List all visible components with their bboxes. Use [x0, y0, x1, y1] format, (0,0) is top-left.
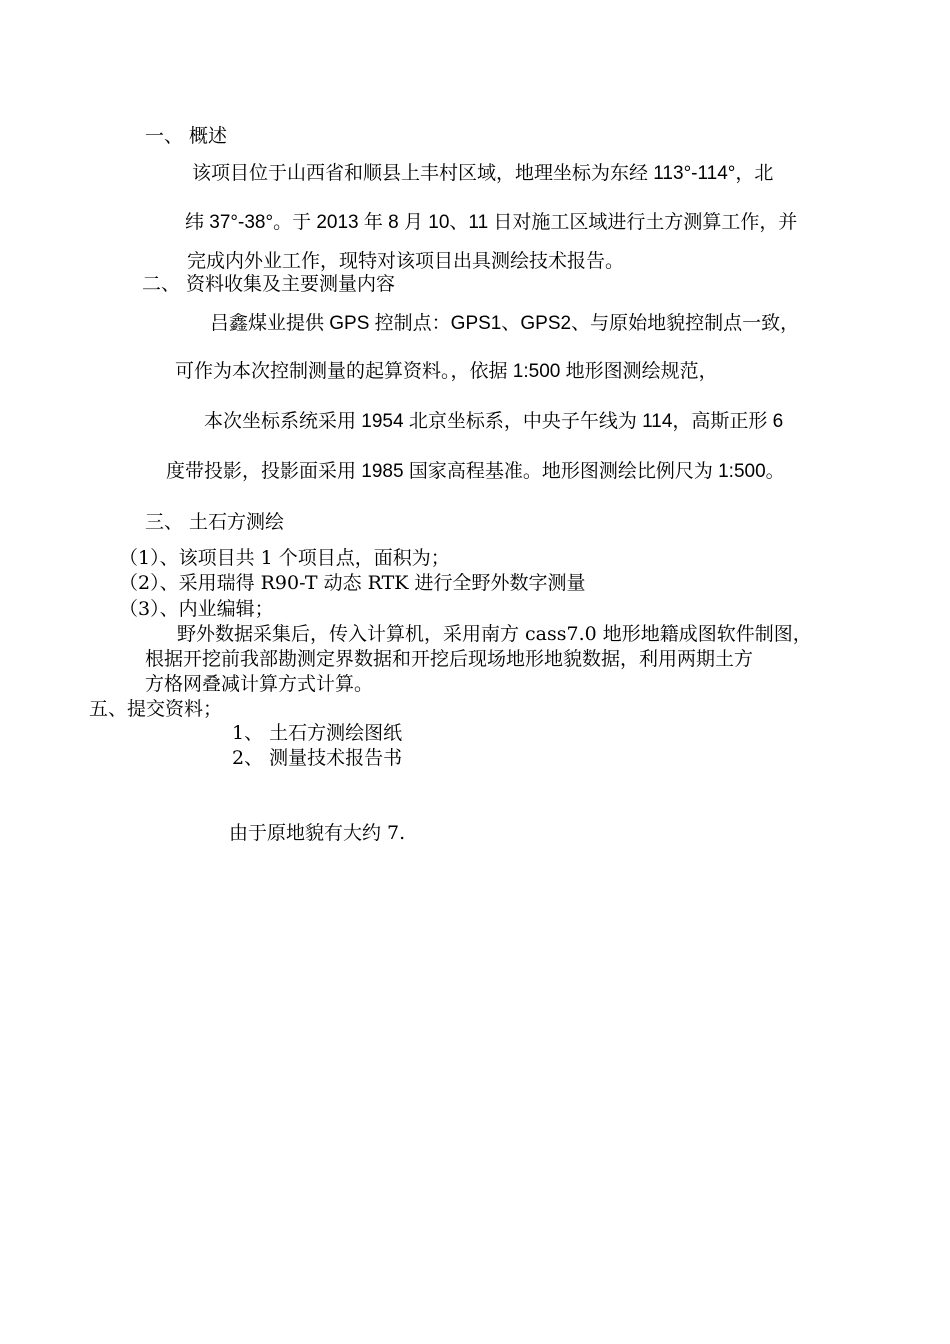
section-5-list-item: 2、 测量技术报告书 — [232, 747, 403, 769]
section-2-paragraph-line-2: 可作为本次控制测量的起算资料。，依据 1:500 地形图测绘规范， — [175, 361, 718, 382]
section-3-paragraph-line-1: 野外数据采集后，传入计算机，采用南方 cass7.0 地形地籍成图软件制图， — [177, 623, 812, 645]
section-1-heading: 一、 概述 — [145, 125, 228, 147]
section-2-heading: 二、 资料收集及主要测量内容 — [142, 273, 396, 295]
section-3-heading: 三、 土石方测绘 — [145, 511, 285, 533]
section-3-paragraph-line-3: 方格网叠减计算方式计算。 — [145, 673, 374, 695]
section-2-paragraph-line-3: 本次坐标系统采用 1954 北京坐标系，中央子午线为 114，高斯正形 6 — [204, 411, 784, 432]
section-5-list-item: 1、 土石方测绘图纸 — [232, 722, 403, 744]
section-3-list-item: （2）、采用瑞得 R90-T 动态 RTK 进行全野外数字测量 — [119, 572, 586, 594]
trailing-note: 由于原地貌有大约 7. — [229, 822, 406, 844]
section-2-paragraph-line-4: 度带投影，投影面采用 1985 国家高程基准。地形图测绘比例尺为 1:500。 — [166, 461, 785, 482]
section-5-heading: 五、提交资料； — [89, 698, 223, 720]
section-3-list-item: （1）、该项目共 1 个项目点，面积为； — [119, 547, 450, 569]
section-2-paragraph-line-1: 吕鑫煤业提供 GPS 控制点：GPS1、GPS2、与原始地貌控制点一致， — [210, 313, 800, 334]
section-1-paragraph-line-3: 完成内外业工作，现特对该项目出具测绘技术报告。 — [187, 250, 625, 272]
section-3-list-item: （3）、内业编辑； — [119, 598, 274, 620]
section-3-paragraph-line-2: 根据开挖前我部勘测定界数据和开挖后现场地形地貌数据，利用两期土方 — [145, 648, 754, 670]
section-1-paragraph-line-2: 纬 37°-38°。于 2013 年 8 月 10、11 日对施工区域进行土方测算工作，并 — [185, 212, 798, 233]
section-1-paragraph-line-1: 该项目位于山西省和顺县上丰村区域，地理坐标为东经 113°-114°，北 — [192, 163, 774, 184]
